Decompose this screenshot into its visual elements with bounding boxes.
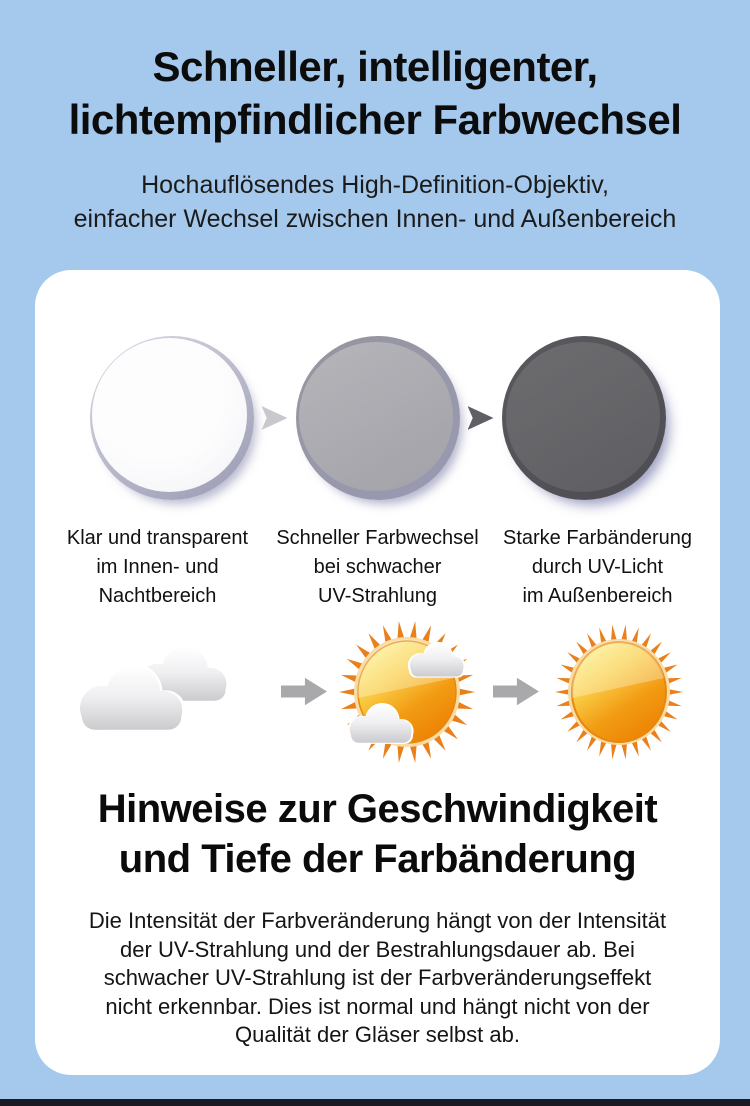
medium-lens-icon [296, 336, 460, 500]
notes-paragraph [35, 907, 720, 1050]
sun-behind-clouds-icon [333, 618, 481, 766]
clouds-icon [66, 637, 241, 747]
subtitle-line-2: einfacher Wechsel zwischen Innen- und Außenbereich [73, 205, 677, 233]
notes-line: schwacher UV-Strahlung ist der Farbveränderungseffekt [103, 965, 652, 990]
notes-heading-line-2: und Tiefe der Farbänderung [118, 837, 637, 881]
caption-line: im Außenbereich [522, 585, 673, 607]
caption-line: im Innen- und [96, 556, 219, 578]
caption-line: Nachtbereich [98, 585, 217, 607]
caption-line: bei schwacher [313, 556, 442, 578]
notes-heading-line-1: Hinweise zur Geschwindigkeit [97, 787, 658, 831]
lens-transition-row [35, 270, 720, 500]
arrow-right-icon [281, 677, 327, 707]
page-title [0, 40, 750, 146]
dark-lens-surface [506, 342, 660, 492]
caption-line: Schneller Farbwechsel [276, 527, 479, 549]
header [0, 0, 750, 236]
caption-line: Klar und transparent [66, 527, 249, 549]
caption-line: UV-Strahlung [318, 585, 437, 607]
notes-line: Qualität der Gläser selbst ab. [235, 1022, 520, 1047]
notes-line: der UV-Strahlung und der Bestrahlungsdauer ab. Bei [120, 936, 635, 962]
sun-icon [549, 622, 689, 762]
caption-clear-lens [48, 524, 268, 611]
caption-line: Starke Farbänderung [502, 527, 692, 549]
caption-line: durch UV-Licht [531, 556, 664, 578]
notes-heading [35, 784, 720, 884]
clear-lens-icon [90, 336, 254, 500]
arrow-right-icon [262, 406, 288, 430]
lens-caption-row [35, 524, 720, 611]
bottom-divider-bar [0, 1099, 750, 1106]
arrow-right-icon [468, 406, 494, 430]
info-card [35, 270, 720, 1075]
caption-dark-lens [488, 524, 708, 611]
medium-lens-surface [299, 342, 453, 491]
caption-medium-lens [268, 524, 488, 611]
dark-lens-icon [502, 336, 666, 500]
title-line-2: lichtempfindlicher Farbwechsel [68, 96, 682, 143]
notes-line: nicht erkennbar. Dies ist normal und hängt nicht von der [105, 993, 650, 1019]
arrow-right-icon [493, 677, 539, 707]
page-subtitle [0, 168, 750, 236]
clear-lens-surface [92, 338, 247, 492]
title-line-1: Schneller, intelligenter, [152, 43, 598, 90]
weather-transition-row [35, 619, 720, 764]
notes-line: Die Intensität der Farbveränderung hängt von der Intensität [88, 908, 667, 933]
subtitle-line-1: Hochauflösendes High-Definition-Objektiv, [141, 171, 609, 199]
